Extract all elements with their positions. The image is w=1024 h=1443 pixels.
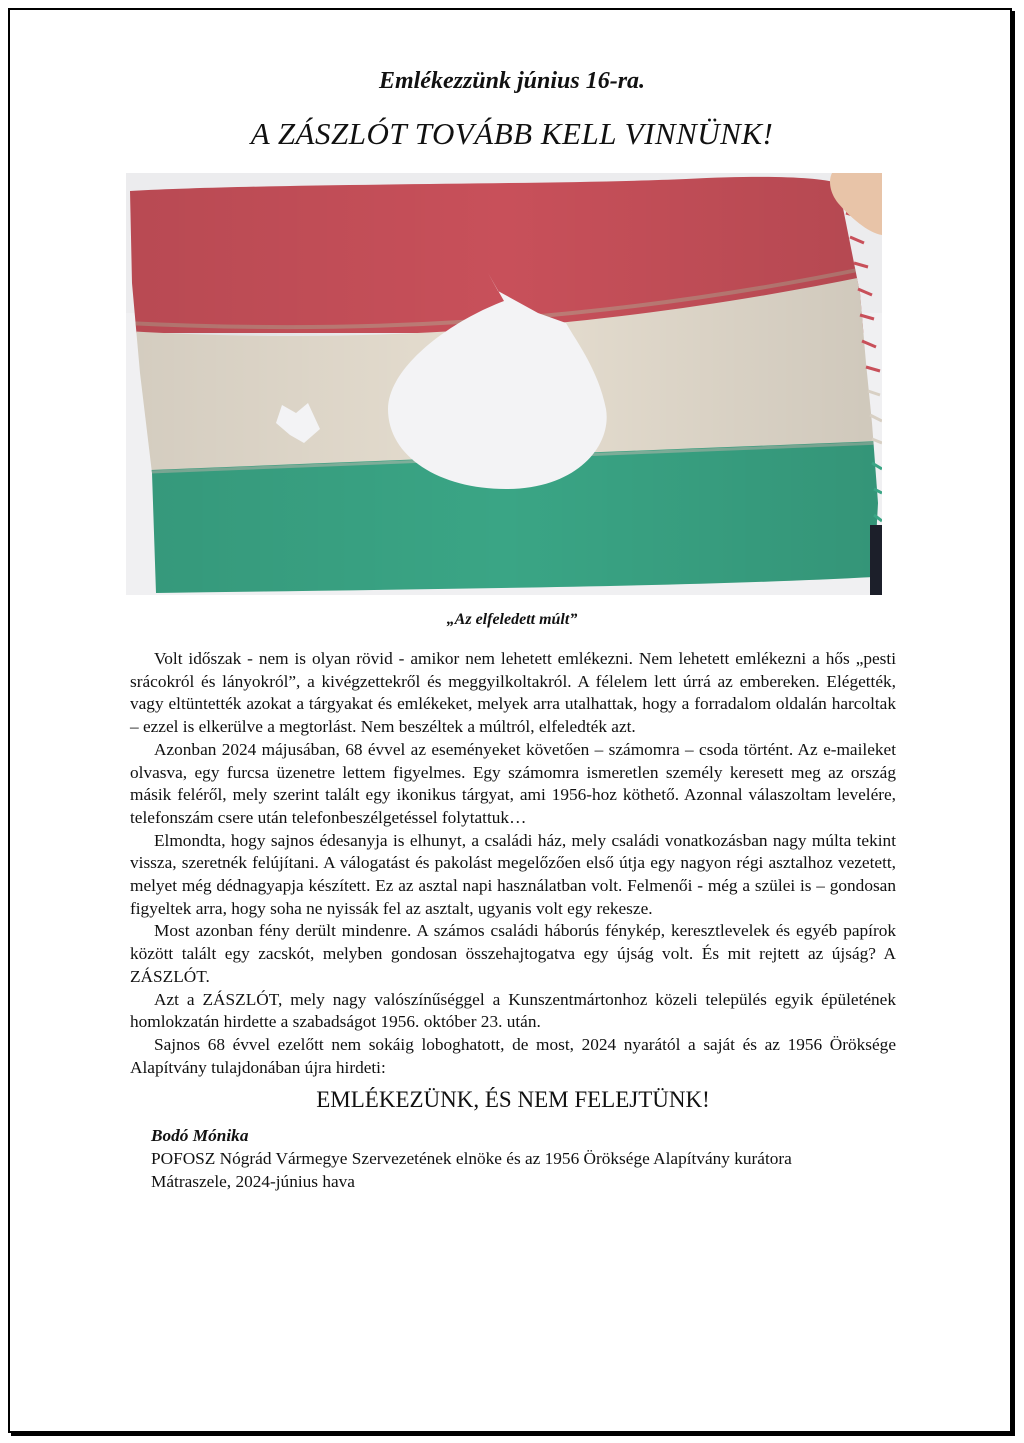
flag-photo bbox=[126, 173, 882, 595]
page-subtitle: Emlékezzünk június 16-ra. bbox=[378, 68, 646, 94]
article-body bbox=[130, 648, 896, 1193]
paragraph: Most azonban fény derült mindenre. A számos családi háborús fénykép, keresztlevelek és egyéb papírok között talált egy zacskót, melyben gondosan összehajtogatva egy újság volt. És mit rejtett az újság? A ZÁSZLÓT. bbox=[130, 921, 896, 986]
signature-block bbox=[151, 1125, 896, 1193]
motto: EMLÉKEZÜNK, ÉS NEM FELEJTÜNK! bbox=[316, 1087, 710, 1113]
image-caption: „Az elfeledett múlt” bbox=[446, 611, 578, 628]
paragraph: Elmondta, hogy sajnos édesanyja is elhunyt, a családi ház, mely családi vonatkozásban nagy múlta tekint vissza, szeretnék felújítani. A válogatást és pakolást megelőzően első útja egy nagyon régi asztalhoz vezetett, melyet még dédnagyapja készített. Ez az asztal napi használatban volt. Felmenői - még a szülei is – gondosan figyeltek arra, hogy soha ne nyissák fel az asztalt, ugyanis volt egy rekesze. bbox=[130, 830, 896, 918]
paragraph: Azt a ZÁSZLÓT, mely nagy valószínűséggel a Kunszentmártonhoz közeli település egyik épületének homlokzatán hirdette a szabadságot 1956. október 23. után. bbox=[130, 989, 896, 1032]
signature-name: Bodó Mónika bbox=[151, 1126, 249, 1146]
signature-place-date: Mátraszele, 2024-június hava bbox=[151, 1171, 355, 1191]
paragraph: Volt időszak - nem is olyan rövid - amikor nem lehetett emlékezni. Nem lehetett emlékezni a hős „pesti srácokról és lányokról”, a kivégzettekről és meggyilkoltakról. A félelem lett úrrá az embereken. Elégették, vagy eltüntették azokat a tárgyakat és emlékeket, melyek arra utalhattak, hogy a forradalom oldalán harcoltak – ezzel is elkerülve a megtorlást. Nem beszéltek a múltról, elfeledték azt. bbox=[130, 649, 896, 737]
signature-role: POFOSZ Nógrád Vármegye Szervezetének elnöke és az 1956 Öröksége Alapítvány kurátora bbox=[151, 1149, 792, 1169]
paragraph: Sajnos 68 évvel ezelőtt nem sokáig loboghatott, de most, 2024 nyarától a saját és az 1956 Öröksége Alapítvány tulajdonában újra hirdeti: bbox=[130, 1034, 896, 1077]
dark-object bbox=[870, 525, 882, 595]
paragraph: Azonban 2024 májusában, 68 évvel az eseményeket követően – számomra – csoda történt. Az e-maileket olvasva, egy furcsa üzenetre lettem figyelmes. Egy számomra ismeretlen személy keresett meg az ország másik feléről, mely szerint talált egy ikonikus tárgyat, ami 1956-hoz köthető. Azonnal válaszoltam levelére, telefonszám csere után telefonbeszélgetéssel folytattuk… bbox=[130, 739, 896, 827]
page-title: A ZÁSZLÓT TOVÁBB KELL VINNÜNK! bbox=[250, 116, 774, 151]
